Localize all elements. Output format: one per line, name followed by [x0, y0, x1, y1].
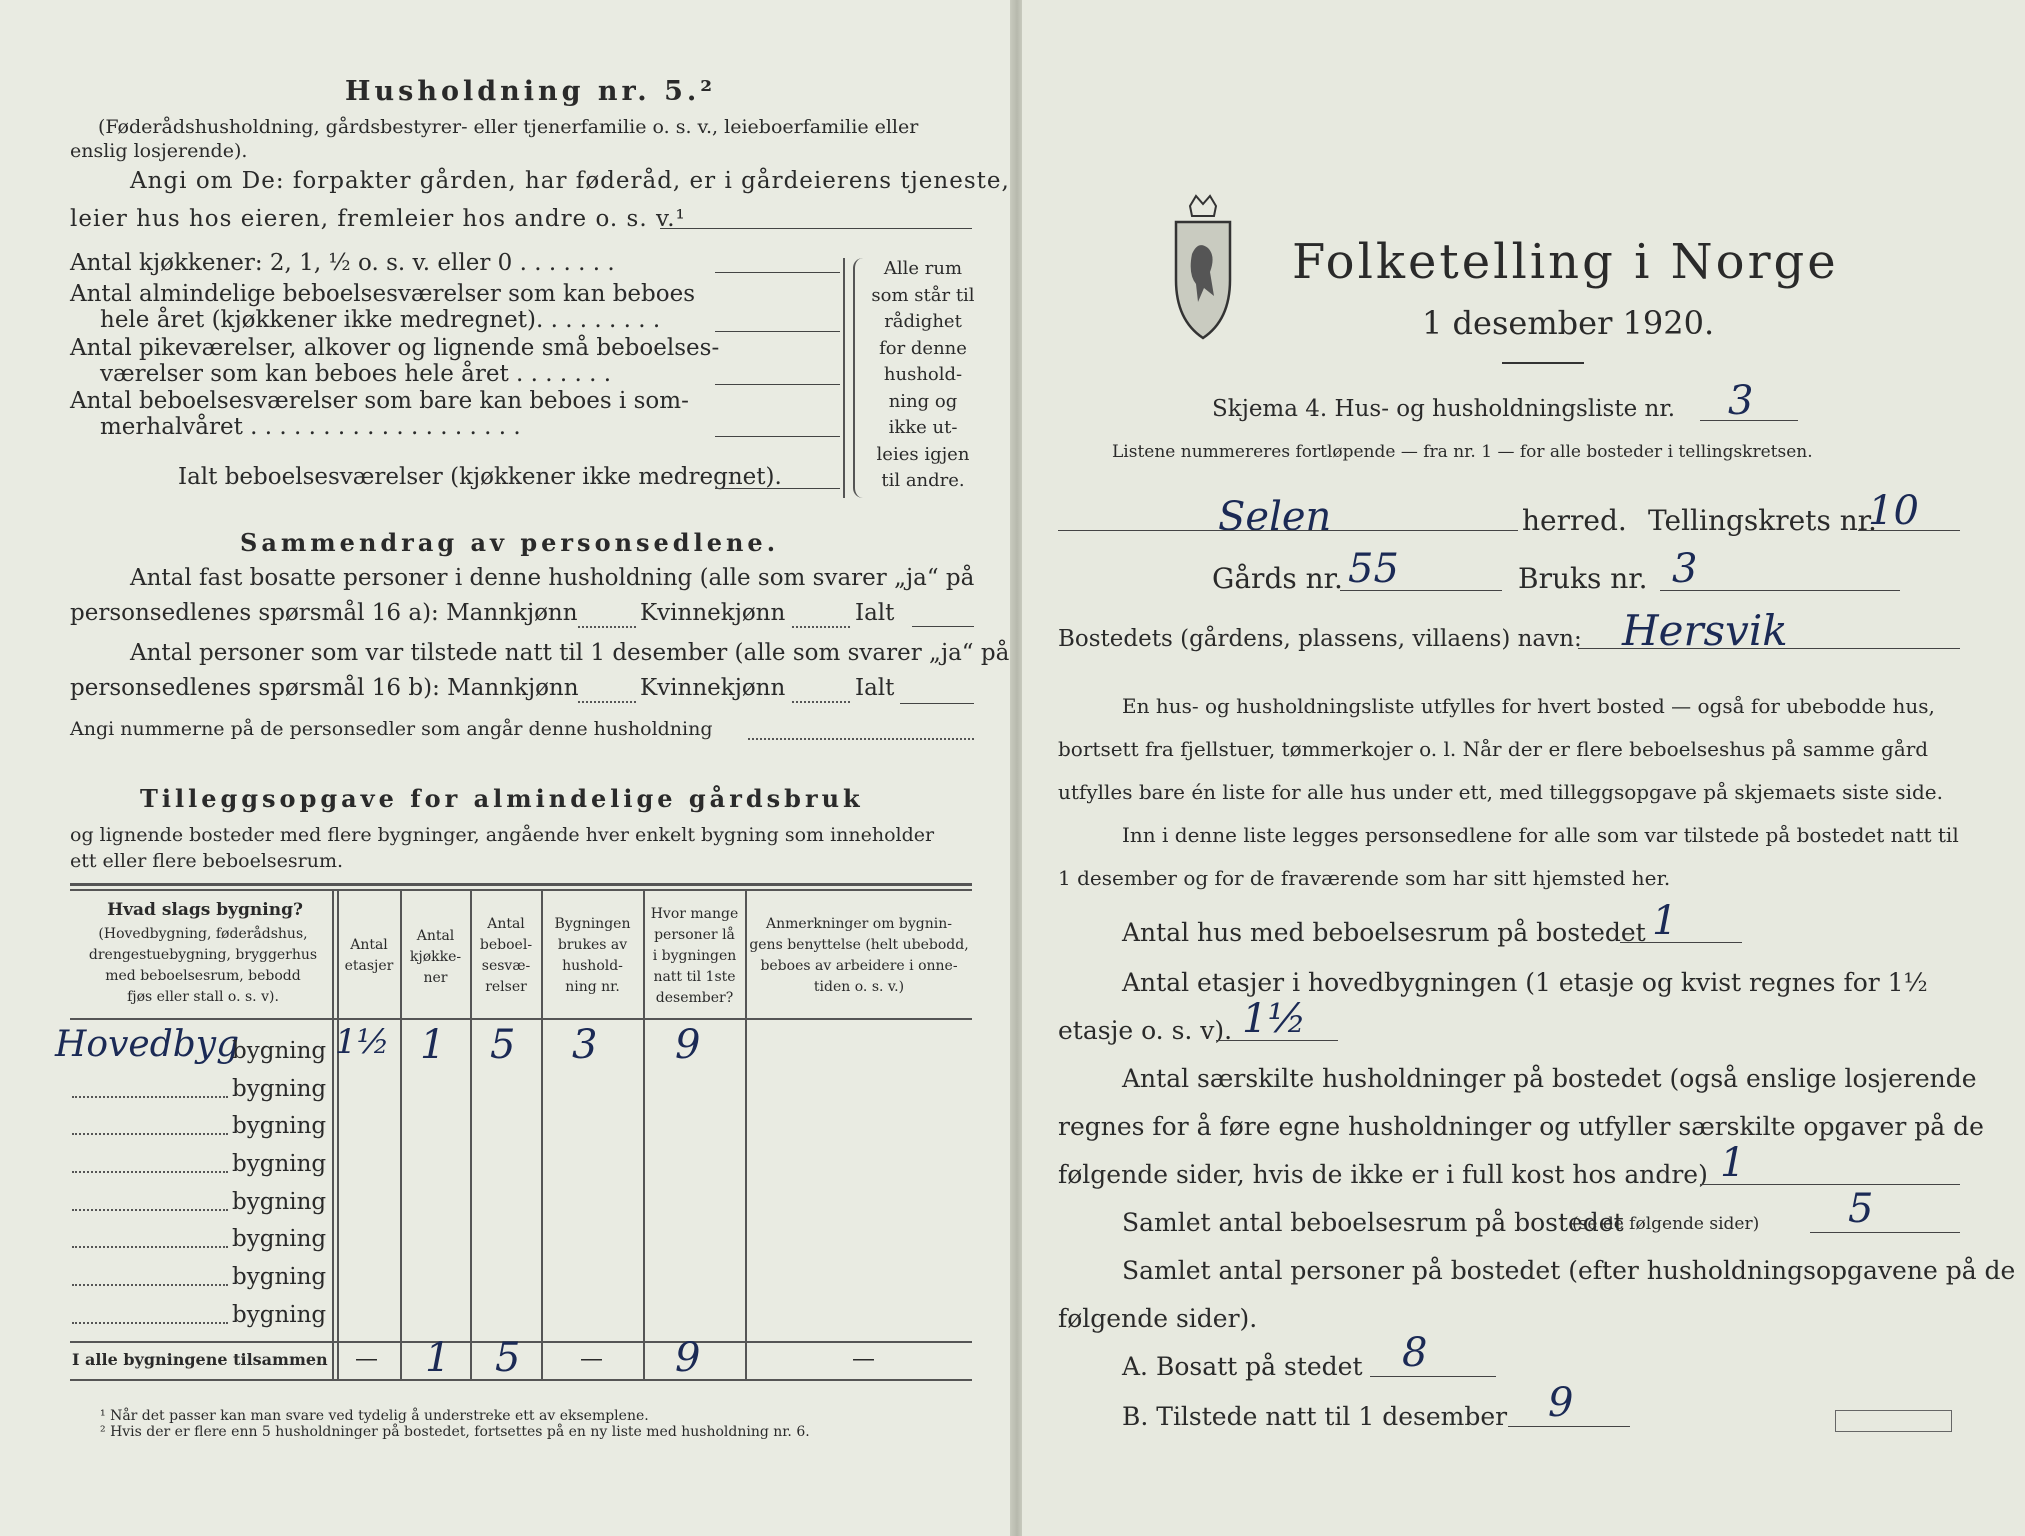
title-rule [1502, 362, 1584, 364]
col-type-title: Hvad slags bygning? [107, 900, 303, 920]
rooms-summer-b: merhalvåret . . . . . . . . . . . . . . . . . . . [100, 414, 521, 440]
summary-ialt-1-line [912, 626, 974, 627]
bruks-value: 3 [1672, 546, 1698, 592]
col-anmerkninger-header: Anmerkninger om bygnin- gens benyttelse (helt ubebodd, beboes av arbeidere i onne- tiden o. s. v.) [749, 916, 969, 995]
rooms-total: Ialt beboelsesværelser (kjøkkener ikke medregnet). [178, 464, 782, 490]
q3-value: 1 [1720, 1140, 1746, 1186]
herred-value: Selen [1218, 494, 1332, 540]
bosted-value: Hersvik [1622, 606, 1788, 655]
q2-line-1: Antal etasjer i hovedbygningen (1 etasje og kvist regnes for 1½ [1122, 968, 1928, 997]
q4-value: 5 [1848, 1186, 1874, 1232]
q3-line-2: regnes for å føre egne husholdninger og utfyller særskilte opgaver på de [1058, 1112, 1984, 1141]
krets-value: 10 [1868, 488, 1919, 534]
skjema-value: 3 [1728, 378, 1754, 424]
printer-stamp [1835, 1410, 1952, 1432]
p1-line-3: utfylles bare én liste for alle hus under ett, med tilleggsopgave på skjemaets siste side. [1058, 780, 1943, 804]
row-8-label: bygning [232, 1302, 327, 1328]
herred-label: herred. [1522, 504, 1627, 537]
qb-value: 9 [1548, 1380, 1574, 1426]
qb-label: B. Tilstede natt til 1 desember [1122, 1402, 1508, 1431]
ask-answer-line [660, 228, 972, 229]
q3-line [1700, 1184, 1960, 1185]
summary-line-3: Antal personer som var tilstede natt til 1 desember (alle som svarer „ja“ på [130, 640, 1010, 666]
p1-line-2: bortsett fra fjellstuer, tømmerkojer o. l. Når der er flere beboelseshus på samme gård [1058, 737, 1929, 761]
q1-value: 1 [1652, 898, 1678, 944]
q4-line [1810, 1232, 1960, 1233]
bosted-label: Bostedets (gårdens, plassens, villaens) navn: [1058, 626, 1582, 652]
q2-line-2: etasje o. s. v). [1058, 1016, 1233, 1045]
rooms-summer-a: Antal beboelsesværelser som bare kan beboes i som- [70, 388, 689, 414]
total-anmerkninger: — [852, 1346, 875, 1372]
supplement-heading: Tilleggsopgave for almindelige gårdsbruk [140, 784, 864, 813]
summary-line-4: personsedlenes spørsmål 16 b): Mannkjønn [70, 675, 579, 701]
summary-kvinne-1: Kvinnekjønn [640, 600, 786, 626]
rooms-bracket-bar [843, 258, 845, 498]
p1-line-1: En hus- og husholdningsliste utfylles for hvert bosted — også for ubebodde hus, [1122, 694, 1935, 718]
q3-line-1: Antal særskilte husholdninger på bostedet (også enslige losjerende [1122, 1064, 1977, 1093]
rooms-answer-line-2 [715, 331, 840, 332]
census-title: Folketelling i Norge [1292, 234, 1839, 290]
summary-ialt-2-line [900, 703, 974, 704]
left-page [0, 0, 1012, 1536]
norway-coat-of-arms-icon [1170, 192, 1236, 340]
col-etasjer-header: Antal etasjer [344, 937, 394, 974]
supplement-line-1: og lignende bosteder med flere bygninger, angående hver enkelt bygning som inneholder [70, 824, 935, 846]
q4-note: (se de følgende sider) [1572, 1214, 1760, 1234]
qa-line [1370, 1376, 1496, 1377]
q2-value: 1½ [1242, 996, 1307, 1042]
rooms-note: Alle rum som står til rådighet for denne hushold- ning og ikke ut- leies igjen til andre. [871, 258, 975, 491]
rooms-answer-line-1 [715, 272, 840, 273]
row-2-label: bygning [232, 1076, 327, 1102]
gards-value: 55 [1348, 546, 1399, 592]
rooms-ordinary-b: hele året (kjøkkener ikke medregnet). . . . . . . . . [100, 307, 661, 333]
summary-mann-1-dots [578, 626, 636, 628]
row-1-personer: 9 [675, 1022, 701, 1068]
qb-line [1508, 1426, 1630, 1427]
row-1-husholdning: 3 [572, 1022, 598, 1068]
gards-label: Gårds nr. [1212, 562, 1343, 595]
summary-ialt-2: Ialt [855, 675, 895, 701]
skjema-label: Skjema 4. Hus- og husholdningsliste nr. [1212, 396, 1676, 422]
census-date: 1 desember 1920. [1422, 304, 1715, 342]
ask-line-1: Angi om De: forpakter gården, har føderåd, er i gårdeierens tjeneste, [130, 168, 1010, 194]
summary-ialt-1: Ialt [855, 600, 895, 626]
col-personer-header: Hvor mange personer lå i bygningen natt til 1ste desember? [650, 906, 739, 1006]
total-vaerelser: 5 [495, 1335, 521, 1381]
krets-label: Tellingskrets nr. [1648, 504, 1877, 537]
rooms-small-b: værelser som kan beboes hele året . . . . . . . [100, 361, 612, 387]
listene-note: Listene nummereres fortløpende — fra nr. 1 — for alle bosteder i tellingskretsen. [1112, 442, 1813, 462]
row-1-label: bygning [232, 1038, 327, 1064]
intro-line-1: (Føderådshusholdning, gårdsbestyrer- eller tjenerfamilie o. s. v., leieboerfamilie eller [98, 116, 919, 138]
row-5-label: bygning [232, 1189, 327, 1215]
q3-line-3: følgende sider, hvis de ikke er i full kost hos andre) [1058, 1160, 1708, 1189]
total-personer: 9 [675, 1335, 701, 1381]
total-husholdning: — [580, 1346, 603, 1372]
gards-line [1340, 590, 1502, 591]
numbers-line: Angi nummerne på de personsedler som angår denne husholdning [70, 718, 713, 740]
row-4-label: bygning [232, 1151, 327, 1177]
q5-line-2: følgende sider). [1058, 1304, 1258, 1333]
qa-label: A. Bosatt på stedet [1122, 1352, 1363, 1381]
ask-line-2: leier hus hos eieren, fremleier hos andre o. s. v.¹ [70, 206, 686, 232]
q4-label: Samlet antal beboelsesrum på bostedet [1122, 1208, 1624, 1237]
total-etasjer: — [355, 1346, 378, 1372]
rooms-small-a: Antal pikeværelser, alkover og lignende små beboelses- [70, 335, 720, 361]
col-type-desc: (Hovedbygning, føderådshus, drengestuebygning, bryggerhus med beboelsesrum, bebodd fjøs eller stall o. s. v). [88, 926, 318, 1005]
p2-line-2: 1 desember og for de fraværende som har sitt hjemsted her. [1058, 866, 1671, 890]
bosted-line [1578, 648, 1960, 649]
row-1-vaerelser: 5 [490, 1022, 516, 1068]
summary-kvinne-2: Kvinnekjønn [640, 675, 786, 701]
bruks-line [1660, 590, 1900, 591]
bruks-label: Bruks nr. [1518, 562, 1648, 595]
rooms-ordinary-a: Antal almindelige beboelsesværelser som kan beboes [70, 281, 696, 307]
row-3-label: bygning [232, 1113, 327, 1139]
col-vaerelser-header: Antal beboel- sesvæ- relser [479, 916, 533, 995]
q5-line-1: Samlet antal personer på bostedet (efter husholdningsopgavene på de [1122, 1256, 2016, 1285]
total-label: I alle bygningene tilsammen [72, 1350, 328, 1369]
rooms-answer-line-4 [715, 436, 840, 437]
row-1-type: Hovedbyg [55, 1024, 240, 1065]
p2-line-1: Inn i denne liste legges personsedlene for alle som var tilstede på bostedet natt til [1122, 823, 1959, 847]
summary-line-1: Antal fast bosatte personer i denne husholdning (alle som svarer „ja“ på [130, 565, 975, 591]
numbers-dots [748, 738, 974, 740]
rooms-answer-line-3 [715, 384, 840, 385]
q2-line [1216, 1040, 1338, 1041]
col-husholdning-header: Bygningen brukes av hushold- ning nr. [554, 916, 631, 995]
summary-kvinne-2-dots [792, 701, 850, 703]
supplement-line-2: ett eller flere beboelsesrum. [70, 850, 344, 872]
household-heading: Husholdning nr. 5.² [345, 76, 717, 107]
rooms-answer-line-5 [715, 488, 840, 489]
krets-line [1858, 530, 1960, 531]
row-6-label: bygning [232, 1226, 327, 1252]
herred-line [1058, 530, 1518, 531]
row-7-label: bygning [232, 1264, 327, 1290]
q1-label: Antal hus med beboelsesrum på bostedet [1122, 918, 1646, 947]
rooms-kitchens: Antal kjøkkener: 2, 1, ½ o. s. v. eller 0 . . . . . . . [70, 250, 615, 276]
rooms-brace [853, 258, 865, 498]
summary-kvinne-1-dots [792, 626, 850, 628]
row-1-kjokken: 1 [420, 1022, 446, 1068]
summary-heading: Sammendrag av personsedlene. [240, 528, 780, 557]
footnote-2: ² Hvis der er flere enn 5 husholdninger på bostedet, fortsettes på en ny liste med husholdning nr. 6. [100, 1424, 810, 1440]
q1-line [1620, 942, 1742, 943]
intro-line-2: enslig losjerende). [70, 140, 248, 162]
col-kjokken-header: Antal kjøkke- ner [409, 928, 462, 986]
row-1-etasjer: 1½ [335, 1022, 390, 1062]
summary-line-2: personsedlenes spørsmål 16 a): Mannkjønn [70, 600, 578, 626]
skjema-line [1700, 420, 1798, 421]
summary-mann-2-dots [578, 701, 636, 703]
qa-value: 8 [1402, 1330, 1428, 1376]
footnote-1: ¹ Når det passer kan man svare ved tydelig å understreke ett av eksemplene. [100, 1408, 649, 1424]
total-kjokken: 1 [425, 1335, 451, 1381]
